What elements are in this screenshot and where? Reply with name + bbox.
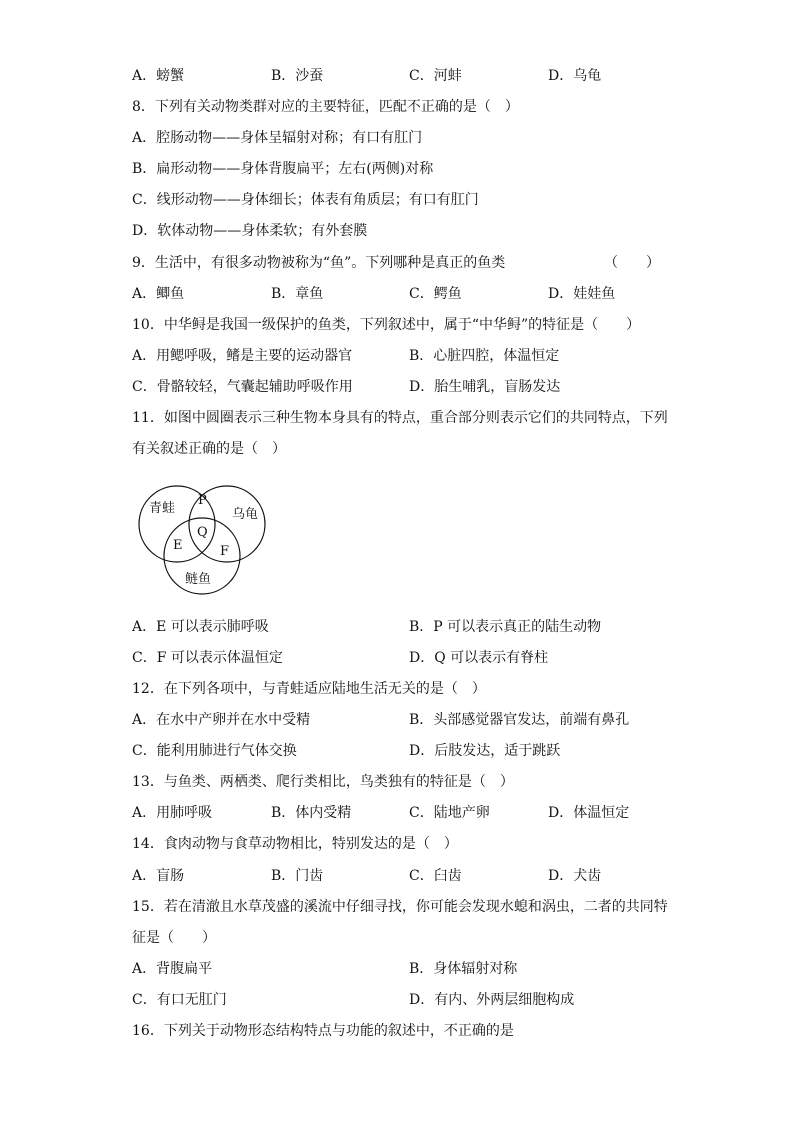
q15-option-c: C．有口无肛门 bbox=[132, 992, 227, 1008]
q14-option-c: C．臼齿 bbox=[409, 868, 462, 884]
q7-option-b: B．沙蚕 bbox=[271, 68, 324, 84]
q11-stem-line1: 11．如图中圆圈表示三种生物本身具有的特点，重合部分则表示它们的共同特点，下列 bbox=[132, 410, 668, 426]
q13-option-a: A．用肺呼吸 bbox=[132, 805, 213, 821]
q15-option-d: D．有内、外两层细胞构成 bbox=[409, 992, 575, 1008]
q7-option-d: D．乌龟 bbox=[548, 68, 602, 84]
q12-stem: 12．在下列各项中，与青蛙适应陆地生活无关的是（ ） bbox=[132, 681, 486, 697]
q10-stem: 10．中华鲟是我国一级保护的鱼类，下列叙述中，属于“中华鲟”的特征是（ ） bbox=[132, 317, 641, 333]
venn-region-f: F bbox=[220, 544, 230, 559]
q8-option-b: B．扁形动物——身体背腹扁平；左右(两侧)对称 bbox=[132, 161, 434, 177]
q9-option-b: B．章鱼 bbox=[271, 286, 324, 302]
venn-label-turtle: 乌龟 bbox=[232, 507, 259, 522]
q14-option-d: D．犬齿 bbox=[548, 868, 602, 884]
q11-option-a: A．E 可以表示肺呼吸 bbox=[132, 619, 269, 635]
q13-stem: 13．与鱼类、两栖类、爬行类相比，鸟类独有的特征是（ ） bbox=[132, 774, 514, 790]
q9-option-d: D．娃娃鱼 bbox=[548, 286, 616, 302]
q12-option-c: C．能利用肺进行气体交换 bbox=[132, 743, 297, 759]
q15-stem-line2: 征是（ ） bbox=[132, 930, 216, 946]
q15-stem-line1: 15．若在清澈且水草茂盛的溪流中仔细寻找，你可能会发现水螅和涡虫，二者的共同特 bbox=[132, 899, 668, 915]
q11-stem-line2: 有关叙述正确的是（ ） bbox=[132, 441, 286, 457]
q16-stem: 16．下列关于动物形态结构特点与功能的叙述中，不正确的是 bbox=[132, 1023, 514, 1039]
q11-option-b: B．P 可以表示真正的陆生动物 bbox=[409, 619, 602, 635]
q9-stem: 9．生活中，有很多动物被称为“鱼”。下列哪种是真正的鱼类 bbox=[132, 255, 506, 271]
q8-option-c: C．线形动物——身体细长；体表有角质层；有口有肛门 bbox=[132, 192, 479, 208]
venn-region-q: Q bbox=[197, 525, 208, 540]
venn-label-fish: 鲢鱼 bbox=[185, 572, 212, 587]
q9-option-a: A．鲫鱼 bbox=[132, 286, 185, 302]
q13-option-d: D．体温恒定 bbox=[548, 805, 630, 821]
venn-region-p: P bbox=[198, 493, 207, 508]
q14-option-b: B．门齿 bbox=[271, 868, 324, 884]
q15-option-a: A．背腹扁平 bbox=[132, 961, 213, 977]
q12-option-a: A．在水中产卵并在水中受精 bbox=[132, 712, 311, 728]
q14-stem: 14．食肉动物与食草动物相比，特别发达的是（ ） bbox=[132, 836, 458, 852]
q10-option-d: D．胎生哺乳，盲肠发达 bbox=[409, 379, 561, 395]
q8-option-a: A．腔肠动物——身体呈辐射对称；有口有肛门 bbox=[132, 130, 423, 146]
q9-answer-paren: （ ） bbox=[604, 255, 660, 271]
q7-option-c: C．河蚌 bbox=[409, 68, 462, 84]
q13-option-b: B．体内受精 bbox=[271, 805, 352, 821]
venn-label-frog: 青蛙 bbox=[149, 501, 176, 516]
q10-option-c: C．骨骼较轻，气囊起辅助呼吸作用 bbox=[132, 379, 353, 395]
venn-diagram bbox=[132, 480, 272, 595]
q9-option-c: C．鳄鱼 bbox=[409, 286, 462, 302]
q7-option-a: A．螃蟹 bbox=[132, 68, 185, 84]
q8-stem: 8．下列有关动物类群对应的主要特征，匹配不正确的是（ ） bbox=[132, 99, 519, 115]
q10-option-b: B．心脏四腔，体温恒定 bbox=[409, 348, 560, 364]
q11-option-d: D．Q 可以表示有脊柱 bbox=[409, 650, 549, 666]
q11-option-c: C．F 可以表示体温恒定 bbox=[132, 650, 283, 666]
venn-region-e: E bbox=[173, 538, 183, 553]
q15-option-b: B．身体辐射对称 bbox=[409, 961, 518, 977]
q12-option-d: D．后肢发达，适于跳跃 bbox=[409, 743, 561, 759]
q13-option-c: C．陆地产卵 bbox=[409, 805, 490, 821]
q14-option-a: A．盲肠 bbox=[132, 868, 185, 884]
q12-option-b: B．头部感觉器官发达，前端有鼻孔 bbox=[409, 712, 630, 728]
q10-option-a: A．用鳃呼吸，鳍是主要的运动器官 bbox=[132, 348, 353, 364]
q8-option-d: D．软体动物——身体柔软；有外套膜 bbox=[132, 223, 368, 239]
